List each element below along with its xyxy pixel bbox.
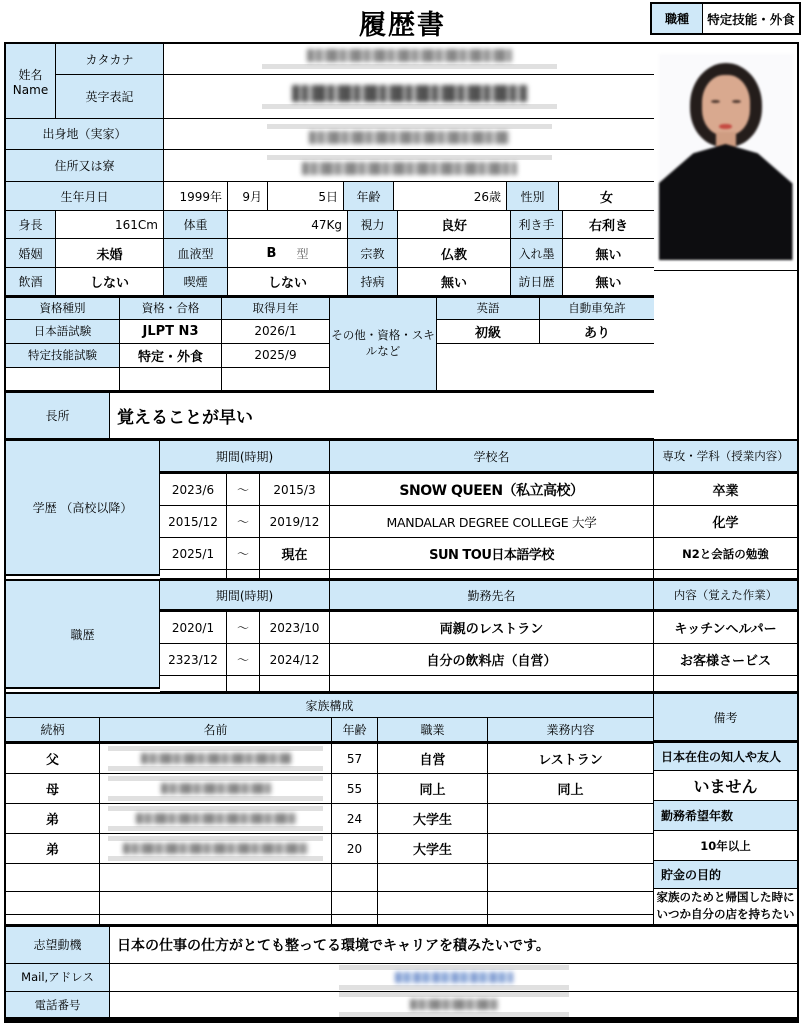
work-row1-end: 2023/10: [260, 612, 330, 644]
katakana-label: カタカナ: [56, 44, 164, 75]
family-job-header: 職業: [378, 718, 488, 741]
mail-label: Mail,アドレス: [6, 964, 110, 992]
family-age-header: 年齢: [332, 718, 378, 741]
family-row1-age: 57: [332, 744, 378, 774]
dob-year: 1999年: [164, 182, 228, 211]
work-empty-content: [654, 676, 797, 692]
address-value-redacted: [164, 150, 654, 183]
qual-date-header: 取得月年: [222, 298, 330, 320]
address-label: 住所又は寮: [6, 150, 164, 183]
motivation-row: [6, 925, 797, 964]
phone-label: 電話番号: [6, 992, 110, 1017]
family-empty-row3: [6, 915, 654, 925]
family-empty3-name: [100, 915, 332, 925]
birthplace-label: 出身地（実家）: [6, 119, 164, 150]
edu-empty-major: [654, 570, 797, 579]
work-row1-tilde: ～: [227, 612, 260, 644]
mail-row: [6, 964, 797, 992]
dob-label: 生年月日: [6, 182, 164, 211]
family-row2-age: 55: [332, 774, 378, 804]
visit-value: 無い: [563, 268, 654, 296]
family-row4-relation: 弟: [6, 834, 100, 864]
strengths-value: 覚えることが早い: [110, 393, 654, 439]
vision-value: 良好: [398, 211, 511, 240]
family-row4-age: 20: [332, 834, 378, 864]
family-row2-relation: 母: [6, 774, 100, 804]
section-top-left: [6, 44, 654, 439]
weight-label: 体重: [164, 211, 228, 240]
family-row3-job: 大学生: [378, 804, 488, 834]
edu-row3-major: N2と会話の勉強: [654, 538, 797, 570]
phone-value-redacted: [110, 992, 797, 1017]
work-empty-start: [160, 676, 227, 692]
dob-day: 5日: [268, 182, 344, 211]
edu-row1-end: 2015/3: [260, 474, 330, 506]
height-value: 161Cm: [56, 211, 164, 240]
qual-type-header: 資格種別: [6, 298, 120, 320]
remarks-acquaintance-value: いません: [654, 771, 797, 801]
family-empty3-work: [488, 915, 654, 925]
hand-value: 右利き: [563, 211, 654, 240]
work-row1-employer: 両親のレストラン: [330, 612, 654, 644]
family-relation-header: 続柄: [6, 718, 100, 741]
edu-row2-major: 化学: [654, 506, 797, 538]
edu-row2-start: 2015/12: [160, 506, 227, 538]
qualifications-section: [6, 296, 654, 391]
smoke-value: しない: [228, 268, 348, 296]
family-row1-name-redacted: [100, 744, 332, 774]
work-period-header: 期間(時期): [160, 581, 330, 609]
edu-row1-major: 卒業: [654, 474, 797, 506]
dob-month: 9月: [228, 182, 268, 211]
hand-label: 利き手: [511, 211, 563, 240]
remarks-savings-value: 家族のためと帰国した時にいつか自分の店を持ちたい: [654, 889, 797, 925]
qual-row1-date: 2026/1: [222, 320, 330, 344]
drink-value: しない: [56, 268, 164, 296]
family-row1-relation: 父: [6, 744, 100, 774]
gender-label: 性別: [507, 182, 559, 211]
family-row4-job: 大学生: [378, 834, 488, 864]
english-name-label: 英字表記: [56, 75, 164, 119]
family-row4-name-redacted: [100, 834, 332, 864]
remarks-years-value: 10年以上: [654, 831, 797, 861]
tattoo-label: 入れ墨: [511, 239, 563, 268]
marriage-label: 婚姻: [6, 239, 56, 268]
edu-row2-school: MANDALAR DEGREE COLLEGE 大学: [330, 506, 654, 538]
edu-empty-school: [330, 570, 654, 579]
religion-label: 宗教: [348, 239, 398, 268]
blood-value: [228, 239, 348, 268]
family-empty1-job: [378, 864, 488, 892]
work-row2-employer: 自分の飲料店（自営）: [330, 644, 654, 676]
blood-label: 血液型: [164, 239, 228, 268]
family-row-mother: [6, 774, 654, 804]
name-label-cell: [6, 44, 56, 119]
mail-value-redacted: [110, 964, 797, 992]
edu-row2-end: 2019/12: [260, 506, 330, 538]
resume-table: [4, 42, 799, 1023]
family-empty2-work: [488, 892, 654, 915]
work-label: 職歴: [6, 581, 160, 689]
remarks-savings-label: 貯金の目的: [654, 861, 797, 889]
work-empty-employer: [330, 676, 654, 692]
religion-value: 仏教: [398, 239, 511, 268]
height-label: 身長: [6, 211, 56, 240]
family-empty3-relation: [6, 915, 100, 925]
section-top: [6, 44, 797, 439]
motivation-label: 志望動機: [6, 927, 110, 964]
phone-row: [6, 992, 797, 1017]
strengths-label: 長所: [6, 393, 110, 439]
work-empty-end: [260, 676, 330, 692]
family-empty-row2: [6, 892, 654, 915]
qual-row3-type-empty: [6, 368, 120, 391]
weight-value: 47Kg: [228, 211, 348, 240]
age-label: 年齢: [344, 182, 394, 211]
work-section: [6, 579, 797, 692]
job-type-box: [650, 2, 801, 35]
id-photo: [654, 44, 797, 271]
page-title: 履歴書: [359, 10, 446, 41]
work-empty-tilde: [227, 676, 260, 692]
remarks-acquaintance-label: 日本在住の知人や友人: [654, 741, 797, 771]
family-row3-name-redacted: [100, 804, 332, 834]
job-type-value: 特定技能・外食: [707, 11, 795, 27]
tattoo-value: 無い: [563, 239, 654, 268]
education-section: [6, 439, 797, 579]
qual-english-value: 初級: [437, 320, 540, 344]
qual-pass-header: 資格・合格: [120, 298, 222, 320]
education-major-header: 専攻・学科（授業内容）: [654, 441, 797, 471]
qual-other-empty: [437, 344, 654, 391]
edu-row1-start: 2023/6: [160, 474, 227, 506]
birthplace-value-redacted: [164, 119, 654, 150]
work-row2-content: お客様さービス: [654, 644, 797, 676]
remarks-header: 備考: [654, 694, 797, 741]
vision-label: 視力: [348, 211, 398, 240]
family-empty3-job: [378, 915, 488, 925]
family-empty1-age: [332, 864, 378, 892]
qual-row2-date: 2025/9: [222, 344, 330, 368]
family-row2-job: 同上: [378, 774, 488, 804]
family-section: [6, 692, 797, 925]
qual-license-value: あり: [540, 320, 654, 344]
family-name-header: 名前: [100, 718, 332, 741]
work-row1-content: キッチンヘルパー: [654, 612, 797, 644]
katakana-value-redacted: [164, 44, 654, 75]
family-empty3-age: [332, 915, 378, 925]
photo-lips: [719, 124, 732, 129]
qual-row3-result-empty: [120, 368, 222, 391]
blood-type: B: [266, 245, 277, 261]
family-row3-relation: 弟: [6, 804, 100, 834]
family-empty1-name: [100, 864, 332, 892]
family-empty2-age: [332, 892, 378, 915]
visit-label: 訪日歴: [511, 268, 563, 296]
family-row3-work: [488, 804, 654, 834]
edu-row3-end: 現在: [260, 538, 330, 570]
edu-row2-tilde: ～: [227, 506, 260, 538]
edu-empty-tilde: [227, 570, 260, 579]
education-school-header: 学校名: [330, 441, 654, 471]
remarks-column: [654, 694, 797, 925]
remarks-years-label: 勤務希望年数: [654, 801, 797, 831]
strengths-row: [6, 391, 654, 439]
family-workdesc-header: 業務内容: [488, 718, 654, 741]
family-header: 家族構成: [6, 694, 654, 718]
english-name-value-redacted: [164, 75, 654, 119]
blood-suffix: 型: [296, 246, 309, 261]
work-row2-tilde: ～: [227, 644, 260, 676]
qual-english-header: 英語: [437, 298, 540, 320]
photo-column: [654, 44, 797, 439]
edu-empty-start: [160, 570, 227, 579]
family-row1-job: 自営: [378, 744, 488, 774]
qual-row3-date-empty: [222, 368, 330, 391]
marriage-value: 未婚: [56, 239, 164, 268]
family-row2-name-redacted: [100, 774, 332, 804]
family-empty1-work: [488, 864, 654, 892]
family-row-brother2: [6, 834, 654, 864]
work-content-header: 内容（覚えた作業）: [654, 581, 797, 609]
work-employer-header: 勤務先名: [330, 581, 654, 609]
age-value: 26歳: [394, 182, 507, 211]
illness-label: 持病: [348, 268, 398, 296]
edu-row3-tilde: ～: [227, 538, 260, 570]
edu-row1-tilde: ～: [227, 474, 260, 506]
illness-value: 無い: [398, 268, 511, 296]
qual-row1-type: 日本語試験: [6, 320, 120, 344]
edu-row3-school: SUN TOU日本語学校: [330, 538, 654, 570]
education-period-header: 期間(時期): [160, 441, 330, 471]
family-row4-work: [488, 834, 654, 864]
family-row3-age: 24: [332, 804, 378, 834]
family-row1-work: レストラン: [488, 744, 654, 774]
family-empty2-job: [378, 892, 488, 915]
smoke-label: 喫煙: [164, 268, 228, 296]
job-type-label: 職種: [652, 4, 703, 33]
gender-value: 女: [559, 182, 654, 211]
edu-row1-school: SNOW QUEEN（私立高校）: [330, 474, 654, 506]
family-row2-work: 同上: [488, 774, 654, 804]
family-empty1-relation: [6, 864, 100, 892]
qual-license-header: 自動車免許: [540, 298, 654, 320]
motivation-value: 日本の仕事の仕方がとても整ってる環境でキャリアを積みたいです。: [110, 927, 797, 964]
qual-row2-result: 特定・外食: [120, 344, 222, 368]
edu-row3-start: 2025/1: [160, 538, 227, 570]
photo-column-empty: [654, 271, 797, 439]
drink-label: 飲酒: [6, 268, 56, 296]
family-row-brother1: [6, 804, 654, 834]
name-label-jp: 姓名: [18, 67, 43, 82]
photo-suit: [659, 144, 793, 260]
work-row2-end: 2024/12: [260, 644, 330, 676]
name-label-en: Name: [12, 82, 49, 97]
work-row1-start: 2020/1: [160, 612, 227, 644]
qual-row1-result: JLPT N3: [120, 320, 222, 344]
education-label: 学歴 （高校以降）: [6, 441, 160, 576]
family-empty2-relation: [6, 892, 100, 915]
edu-empty-end: [260, 570, 330, 579]
family-row-father: [6, 742, 654, 774]
family-empty2-name: [100, 892, 332, 915]
family-empty-row1: [6, 864, 654, 892]
qual-other-label: その他・資格・スキルなど: [330, 298, 437, 391]
qual-row2-type: 特定技能試験: [6, 344, 120, 368]
portrait-photo: [659, 54, 793, 260]
work-row2-start: 2323/12: [160, 644, 227, 676]
